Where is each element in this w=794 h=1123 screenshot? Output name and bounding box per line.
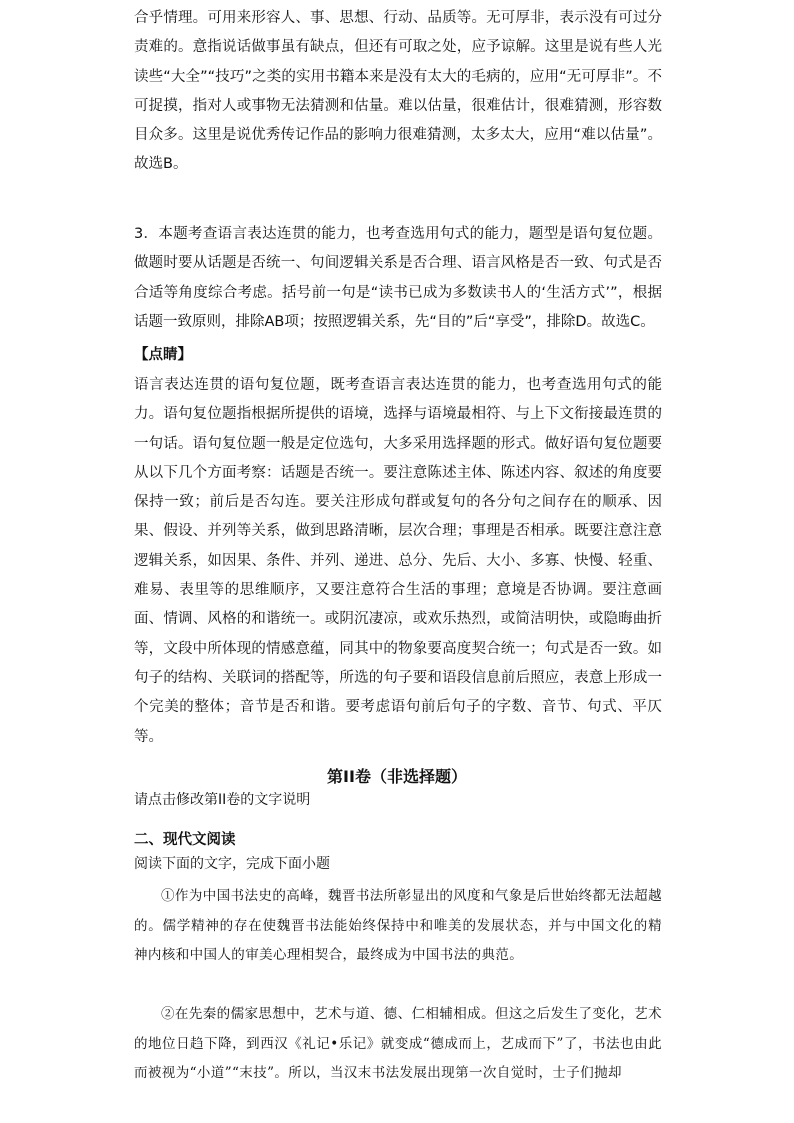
dianjing-heading: 【点睛】	[134, 347, 192, 363]
section-ii-title: 第II卷（非选择题）	[327, 767, 467, 786]
section-ii-note[interactable]: 请点击修改第II卷的文字说明	[134, 792, 311, 808]
question-3-explanation-paragraph: 3．本题考查语言表达连贯的能力，也考查选用句式的能力，题型是语句复位题。做题时要从话题是否统一、句间逻辑关系是否合理、语言风格是否一致、句式是否合适等角度综合考虑。括号前一句是“读书已成为多数读书人的‘生活方式’”，根据话题一致原则，排除AB项；按照逻辑关系，先“目的”后“享受”，排除D。故选C。	[134, 226, 662, 330]
reading-paragraph-1: ①作为中国书法史的高峰，魏晋书法所彰显出的风度和气象是后世始终都无法超越的。儒学精神的存在使魏晋书法能始终保持中和唯美的发展状态，并与中国文化的精神内核和中国人的审美心理相契合，最终成为中国书法的典范。	[134, 888, 662, 963]
dianjing-body-paragraph: 语言表达连贯的语句复位题，既考查语言表达连贯的能力，也考查选用句式的能力。语句复位题指根据所提供的语境，选择与语境最相符、与上下文衔接最连贯的一句话。语句复位题一般是定位选句，大多采用选择题的形式。做好语句复位题要从以下几个方面考察：话题是否统一。要注意陈述主体、陈述内容、叙述的角度要保持一致；前后是否勾连。要关注形成句群或复句的各分句之间存在的顺承、因果、假设、并列等关系，做到思路清晰，层次合理；事理是否相承。既要注意注意逻辑关系，如因果、条件、并列、递进、总分、先后、大小、多寡、快慢、轻重、难易、表里等的思维顺序，又要注意符合生活的事理；意境是否协调。要注意画面、情调、风格的和谐统一。或阴沉凄凉，或欢乐热烈，或简洁明快，或隐晦曲折等，文段中所体现的情感意蕴，同其中的物象要高度契合统一；句式是否一致。如句子的结构、关联词的搭配等，所选的句子要和语段信息前后照应，表意上形成一个完美的整体；音节是否和谐。要考虑语句前后句子的字数、音节、句式、平仄等。	[134, 377, 662, 745]
reading-paragraph-2: ②在先秦的儒家思想中，艺术与道、德、仁相辅相成。但这之后发生了变化，艺术的地位日趋下降，到西汉《礼记•乐记》就变成“德成而上，艺成而下”了，书法也由此而被视为“小道”“末技”。所以，当汉末书法发展出现第一次自觉时，士子们抛却	[134, 1006, 662, 1081]
part-heading: 二、现代文阅读	[134, 832, 236, 848]
part-instruction: 阅读下面的文字，完成下面小题	[134, 856, 330, 872]
answer-explanation-paragraph: 合乎情理。可用来形容人、事、思想、行动、品质等。无可厚非，表示没有可过分责难的。意指说话做事虽有缺点，但还有可取之处，应予谅解。这里是说有些人光读些“大全”“技巧”之类的实用书籍本来是没有太大的毛病的，应用“无可厚非”。不可捉摸，指对人或事物无法猜测和估量。难以估量，很难估计，很难猜测，形容数目众多。这里是说优秀传记作品的影响力很难猜测，太多太大，应用“难以估量”。故选B。	[134, 10, 662, 173]
